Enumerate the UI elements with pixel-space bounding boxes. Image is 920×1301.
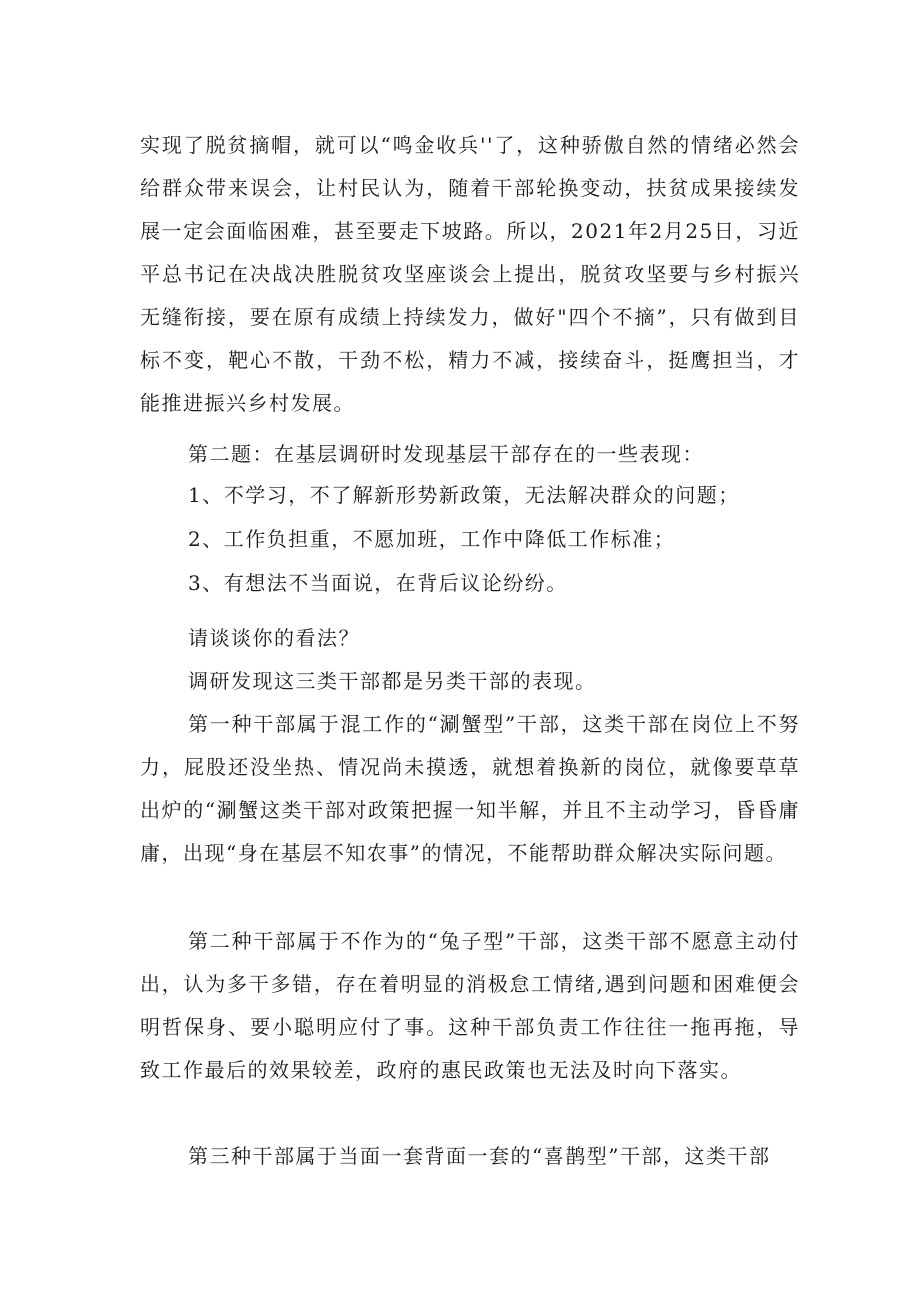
paragraph-finding: 调研发现这三类干部都是另类干部的表现。 bbox=[188, 669, 597, 693]
list-item-1: 1、不学习，不了解新形势新政策，无法解决群众的问题； bbox=[188, 483, 740, 507]
question-two-heading: 第二题：在基层调研时发现基层干部存在的一些表现： bbox=[188, 442, 704, 466]
paragraph-type-two-rabbit: 第二种干部属于不作为的“兔子型”干部，这类干部不愿意主动付出，认为多干多错，存在着明显的消极怠工情绪,遇到问题和困难便会明哲保身、要小聪明应付了事。这种干部负责工作往往一拖再拖，导致工作最后的效果较差，政府的惠民政策也无法及时向下落实。 bbox=[140, 929, 800, 1082]
list-item-3: 3、有想法不当面说，在背后议论纷纷。 bbox=[188, 571, 568, 595]
list-item-2: 2、工作负担重，不愿加班，工作中降低工作标准； bbox=[188, 527, 676, 551]
paragraph-rural-revitalization: 实现了脱贫摘帽，就可以“鸣金收兵''了，这种骄傲自然的情绪必然会给群众带来误会，让村民认为，随着干部轮换变动，扶贫成果接续发展一定会面临困难，甚至要走下坡路。所以，2021年2月25日，习近平总书记在决战决胜脱贫攻坚座谈会上提出，脱贫攻坚要与乡村振兴无缝衔接，要在原有成绩上持续发力，做好"四个不摘”，只有做到目标不变，靶心不散，干劲不松，精力不减，接续奋斗，挺鹰担当，才能推进振兴乡村发展。 bbox=[140, 133, 800, 415]
paragraph-type-three-magpie: 第三种干部属于当面一套背面一套的“喜鹊型”干部，这类干部 bbox=[188, 1144, 771, 1168]
paragraph-type-one-crab: 第一种干部属于混工作的“涮蟹型”干部，这类干部在岗位上不努力，屁股还没坐热、情况尚未摸透，就想着换新的岗位，就像要草草出炉的“涮蟹这类干部对政策把握一知半解，并且不主动学习，昏昏庸庸，出现“身在基层不知农事”的情况，不能帮助群众解决实际问题。 bbox=[140, 712, 800, 865]
question-prompt: 请谈谈你的看法？ bbox=[188, 626, 360, 650]
